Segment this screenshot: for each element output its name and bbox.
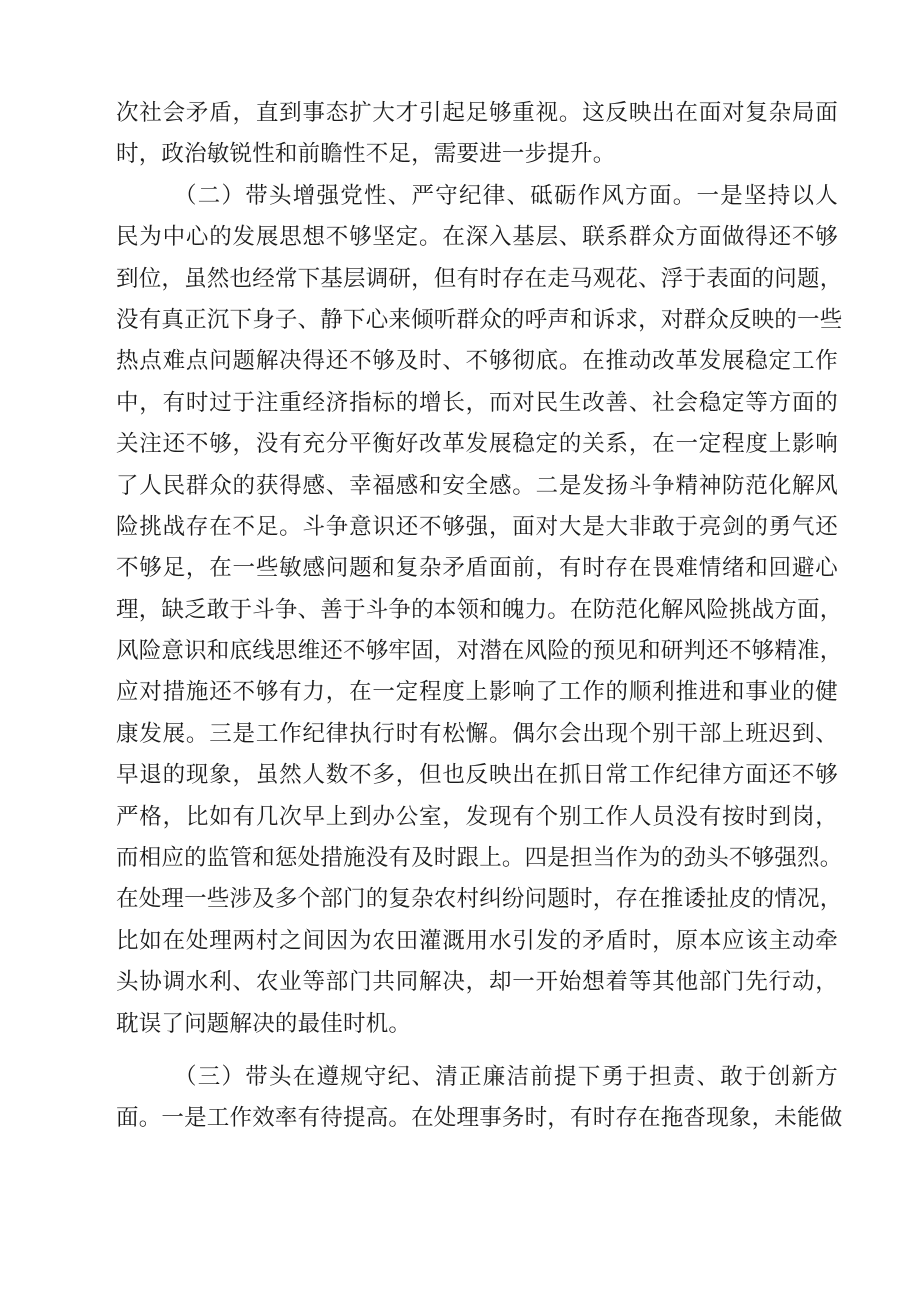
- text-line: 险挑战存在不足。斗争意识还不够强，面对大是大非敢于亮剑的勇气还: [116, 513, 838, 540]
- text-line: 热点难点问题解决得还不够及时、不够彻底。在推动改革发展稳定工作: [116, 348, 838, 375]
- text-line: 康发展。三是工作纪律执行时有松懈。偶尔会出现个别干部上班迟到、: [116, 720, 838, 747]
- text-line: 头协调水利、农业等部门共同解决，却一开始想着等其他部门先行动，: [116, 969, 838, 996]
- text-line: 面。一是工作效率有待提高。在处理事务时，有时存在拖沓现象，未能做: [116, 1105, 843, 1132]
- paragraph-p1: [116, 93, 838, 176]
- text-line: 时，政治敏锐性和前瞻性不足，需要进一步提升。: [116, 141, 616, 168]
- text-line: 理，缺乏敢于斗争、善于斗争的本领和魄力。在防范化解风险挑战方面，: [116, 596, 843, 623]
- text-line: （三）带头在遵规守纪、清正廉洁前提下勇于担责、敢于创新方: [174, 1063, 838, 1090]
- text-line: 民为中心的发展思想不够坚定。在深入基层、联系群众方面做得还不够: [116, 224, 838, 251]
- text-line: 次社会矛盾，直到事态扩大才引起足够重视。这反映出在面对复杂局面: [116, 100, 838, 126]
- text-line: 而相应的监管和惩处措施没有及时跟上。四是担当作为的劲头不够强烈。: [116, 845, 843, 872]
- paragraph-p2: [116, 176, 843, 1045]
- text-line: 严格，比如有几次早上到办公室，发现有个别工作人员没有按时到岗，: [116, 803, 838, 830]
- text-line: 比如在处理两村之间因为农田灌溉用水引发的矛盾时，原本应该主动牵: [116, 927, 838, 954]
- text-line: 应对措施还不够有力，在一定程度上影响了工作的顺利推进和事业的健: [116, 679, 838, 706]
- text-line: 早退的现象，虽然人数不多，但也反映出在抓日常工作纪律方面还不够: [116, 762, 838, 789]
- document-body: [116, 93, 843, 1140]
- text-line: 了人民群众的获得感、幸福感和安全感。二是发扬斗争精神防范化解风: [116, 472, 838, 499]
- text-line: 耽误了问题解决的最佳时机。: [116, 1010, 412, 1037]
- text-line: 关注还不够，没有充分平衡好改革发展稳定的关系，在一定程度上影响: [116, 431, 838, 458]
- text-line: 到位，虽然也经常下基层调研，但有时存在走马观花、浮于表面的问题，: [116, 265, 843, 292]
- text-line: 中，有时过于注重经济指标的增长，而对民生改善、社会稳定等方面的: [116, 389, 838, 416]
- paragraph-gap: [116, 1045, 838, 1057]
- paragraph-p3: [116, 1057, 843, 1140]
- text-line: 在处理一些涉及多个部门的复杂农村纠纷问题时，存在推诿扯皮的情况，: [116, 886, 843, 913]
- text-line: 没有真正沉下身子、静下心来倾听群众的呼声和诉求，对群众反映的一些: [116, 306, 843, 333]
- text-line: 不够足，在一些敏感问题和复杂矛盾面前，有时存在畏难情绪和回避心: [116, 555, 838, 582]
- text-line: （二）带头增强党性、严守纪律、砥砺作风方面。一是坚持以人: [174, 182, 838, 209]
- text-line: 风险意识和底线思维还不够牢固，对潜在风险的预见和研判还不够精准，: [116, 638, 843, 665]
